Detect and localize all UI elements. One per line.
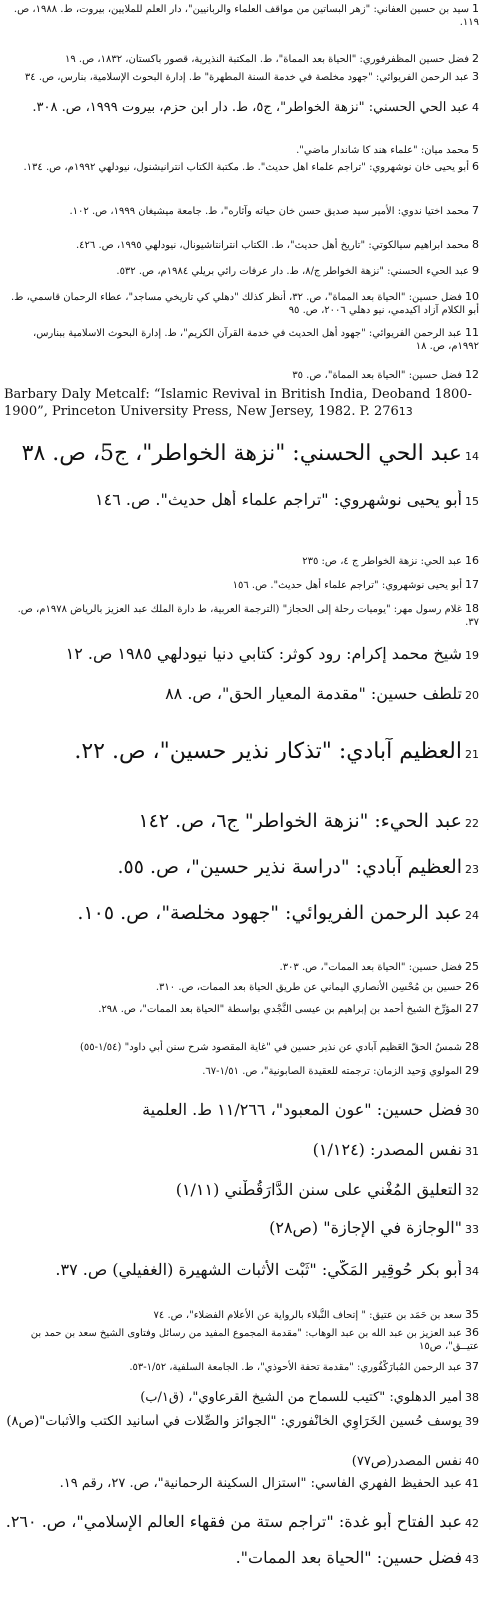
footnote-text: عبد الحيء الحسني: "نزهة الخواطر ج/٨، ط. دار عرفات رائي بريلي ١٩٨٤م، ص. ٥٣٢.: [116, 266, 469, 277]
footnote-text: عبد الرحمن الفريوائي: "جهود مخلصة"، ص. ١٠٥.: [77, 902, 462, 924]
footnote-text: فضل حسين: "الحياة بعد الممات"، ص. ٣٠٣.: [279, 962, 462, 973]
footnote-number: 5: [472, 143, 479, 156]
footnote-number: 32: [465, 1185, 479, 1198]
footnote-9: [4, 264, 479, 279]
footnote-text: "الوجازة في الإجازة" (ص٢٨): [269, 1218, 462, 1237]
footnote-8: [4, 238, 479, 253]
footnote-19: [4, 644, 479, 664]
footnote-17: [4, 578, 479, 593]
footnote-33: [4, 1218, 479, 1238]
footnote-number: 7: [472, 204, 479, 217]
footnote-text: عبد الحي الحسني: "نزهة الخواطر"، ج٥، ط. دار ابن حزم، بيروت ١٩٩٩، ص. ٣٠٨.: [32, 100, 469, 115]
footnote-number: 20: [465, 689, 479, 702]
footnote-text: Barbary Daly Metcalf: “Islamic Revival in British India, Deoband 1800-1900”, Princeton University Press, New Jersey, 1982. P. 276: [4, 387, 472, 420]
footnote-number: 31: [465, 1145, 479, 1158]
footnote-number: 23: [465, 863, 479, 876]
footnote-text: عبد الحي: نزهة الخواطر ج ٤، ص: ٢٣٥: [302, 556, 462, 567]
footnote-number: 28: [465, 1040, 479, 1053]
footnote-24: [4, 902, 479, 926]
footnote-31: [4, 1140, 479, 1160]
footnote-35: [4, 1308, 479, 1323]
footnote-text: المؤرِّخ الشيخ أحمد بن إبراهيم بن عيسى النَّجْدي بواسطة "الحياة بعد الممات"، ص. ٢٩٨.: [98, 1004, 462, 1015]
footnote-13: [4, 386, 479, 421]
footnote-text: محمد ابراهيم سيالكوتي: "تاريخ أهل حديث"، ط. الكتاب انترانتاشيونال، نيودلهي ١٩٩٥، ص. ٤٢٦.: [75, 240, 469, 251]
footnote-text: أبو يحيى نوشهروي: "تراجم علماء أهل حديث". ص. ١٤٦: [95, 490, 462, 509]
footnote-number: 8: [472, 238, 479, 251]
footnote-22: [4, 810, 479, 834]
footnote-11: [4, 326, 479, 353]
footnote-6: [4, 160, 479, 175]
footnote-number: 22: [465, 817, 479, 830]
footnote-text: أبو يحيى نوشهروي: "تراجم علماء أهل حديث". ص. ١٥٦: [232, 580, 462, 591]
footnote-text: سيد بن حسين العفاني: "زهر البساتين من مواقف العلماء والربانيين"، دار العلم للملايين، بيروت، ط. ١٩٨٨، ص. ١١٩.: [13, 4, 479, 28]
footnote-number: 41: [465, 1477, 479, 1490]
footnote-43: [4, 1548, 479, 1568]
footnote-text: التعليق المُغْني على سنن الدَّارَقُطْني (١/١١): [175, 1180, 462, 1199]
footnote-number: 18: [465, 602, 479, 615]
footnote-text: شمسُ الحقّ العَظيم آبادي عن نذير حسين في "غاية المقصود شرح سنن أبي داود" (١/٥٤-٥٥): [80, 1042, 462, 1053]
footnote-number: 42: [465, 1517, 479, 1530]
footnote-text: فضل حسين: "الحياة بعد المماة"، ص. ٣٥: [292, 370, 462, 381]
footnote-10: [4, 290, 479, 317]
footnote-number: 29: [465, 1064, 479, 1077]
footnote-23: [4, 856, 479, 880]
footnote-text: نفس المصدر(ص٧٧): [351, 1454, 462, 1469]
footnote-text: محمد اختيا ندوي: الأمير سيد صديق حسن خان حياته وآثاره"، ط. جامعة ميشيغان ١٩٩٩، ص. ١٠٢.: [69, 206, 469, 217]
footnote-number: 30: [465, 1105, 479, 1118]
footnote-text: أمير الدهلوي: "كتيب للسماح من الشيخ القرعاوي"، (ق١/ب): [140, 1390, 462, 1405]
footnote-1: [4, 2, 479, 29]
footnote-3: [4, 70, 479, 85]
footnote-number: 38: [465, 1391, 479, 1404]
footnote-text: تلطف حسين: "مقدمة المعيار الحق"، ص. ٨٨: [165, 684, 462, 703]
footnote-number: 25: [465, 960, 479, 973]
footnote-5: [4, 143, 479, 158]
footnote-text: غلام رسول مهر: "يوميات رحلة إلى الحجاز" (الترجمة العربية، ط دارة الملك عبد العزيز بالرياض ١٩٧٨م، ص. ٣٧.: [17, 604, 479, 628]
footnote-number: 1: [472, 2, 479, 15]
footnote-number: 3: [472, 70, 479, 83]
footnote-number: 17: [465, 578, 479, 591]
footnote-32: [4, 1180, 479, 1200]
footnote-number: 11: [465, 326, 479, 339]
footnote-text: عبد الفتاح أبو غدة: "تراجم ستة من فقهاء العالم الإسلامي"، ص. ٢٦٠.: [5, 1512, 462, 1531]
footnote-15: [4, 490, 479, 510]
footnote-text: عبد العزيز بن عبد الله بن عبد الوهاب: "مقدمة المجموع المفيد من رسائل وفتاوى الشيخ سعد بن حمد بن عتيــق"، ص١٥: [30, 1328, 479, 1352]
footnote-text: عبد الحي الحسني: "نزهة الخواطر"، ج5، ص. ٣٨: [21, 441, 462, 466]
footnote-4: [4, 100, 479, 116]
footnote-36: [4, 1326, 479, 1353]
footnote-text: عبد الرحمن الفريوائي: "جهود أهل الحديث في خدمة القرآن الكريم"، ط. إدارة البحوث الاسلامية ببنارس، ١٩٩٢م، ص. ١٨: [32, 328, 479, 352]
footnote-number: 19: [465, 649, 479, 662]
footnote-28: [4, 1040, 479, 1055]
footnote-number: 35: [465, 1308, 479, 1321]
footnote-number: 16: [465, 554, 479, 567]
footnote-18: [4, 602, 479, 629]
footnote-text: فضل حسين: "الحياة بعد الممات".: [235, 1548, 462, 1567]
footnote-16: [4, 554, 479, 569]
footnote-number: 26: [465, 980, 479, 993]
footnote-text: أبو بكر حُوقِير المَكّي: "ثَبْت الأثبات الشهيرة (الغفيلي) ص. ٣٧.: [55, 1260, 462, 1279]
footnote-number: 39: [465, 1415, 479, 1428]
footnote-20: [4, 684, 479, 704]
footnote-41: [4, 1476, 479, 1492]
footnote-29: [4, 1064, 479, 1079]
footnote-number: 37: [465, 1360, 479, 1373]
footnote-number: 43: [465, 1553, 479, 1566]
footnote-14: [4, 440, 479, 468]
footnote-40: [4, 1454, 479, 1470]
footnote-number: 34: [465, 1265, 479, 1278]
footnote-number: 15: [465, 495, 479, 508]
footnote-number: 24: [465, 909, 479, 922]
footnote-42: [4, 1512, 479, 1532]
footnote-26: [4, 980, 479, 995]
footnote-12: [4, 368, 479, 383]
footnote-text: العظيم آبادي: "تذكار نذير حسين"، ص. ٢٢.: [74, 739, 462, 764]
footnote-30: [4, 1100, 479, 1120]
footnote-number: 4: [472, 101, 479, 114]
footnote-number: 2: [472, 52, 479, 65]
footnote-text: عبد الرحمن الفريوائي: "جهود مخلصة في خدمة السنة المطهرة" ط. إدارة البحوث الإسلامية، بنارس، ص. ٣٤: [24, 72, 469, 83]
footnote-text: شيخ محمد إكرام: رود كوثر: كتابي دنيا نيودلهي ١٩٨٥ ص. ١٢: [65, 644, 462, 663]
footnote-text: عبد الحفيظ الفهري الفاسي: "استزال السكينة الرحمانية"، ص. ٢٧، رقم ١٩.: [59, 1476, 462, 1491]
footnote-text: محمد ميان: "علماء هند كا شاندار ماضي".: [296, 145, 469, 156]
footnote-number: 27: [465, 1002, 479, 1015]
footnote-number: 36: [465, 1326, 479, 1339]
footnote-number: 33: [465, 1223, 479, 1236]
footnote-2: [4, 52, 479, 67]
footnote-text: سعد بن حَمَد بن عتيق: " إتحاف النُّبلاء بالرواية عن الأعلام الفضلاء"، ص. ٧٤: [153, 1310, 462, 1321]
footnote-text: المولوي وَحيد الزمان: ترجمته للعقيدة الصابونية"، ص. ١/٥١-٦٧.: [202, 1066, 462, 1077]
footnote-25: [4, 960, 479, 975]
footnote-number: 14: [465, 450, 479, 463]
footnote-27: [4, 1002, 479, 1017]
footnote-number: 6: [472, 160, 479, 173]
footnote-text: فضل حسين: "عون المعبود"، ١١/٢٦٦ ط. العلمية: [142, 1100, 462, 1119]
footnote-text: العظيم آبادي: "دراسة نذير حسين"، ص. ٥٥.: [117, 856, 462, 878]
footnote-34: [4, 1260, 479, 1280]
footnote-text: أبو يحيى خان نوشهروي: "تراجم علماء اهل حديث". ط. مكتبة الكتاب انترانيشنول، نيودلهي ١٩٩٢م، ص. ١٣٤.: [23, 162, 469, 173]
footnote-number: 12: [465, 368, 479, 381]
footnote-number: 40: [465, 1455, 479, 1468]
footnote-39: [4, 1414, 479, 1430]
footnote-text: نفس المصدر: (١/١٢٤): [312, 1140, 462, 1159]
footnote-21: [4, 738, 479, 766]
footnote-number: 21: [465, 748, 479, 761]
footnote-number: 10: [465, 290, 479, 303]
footnote-38: [4, 1390, 479, 1406]
footnote-number: 9: [472, 264, 479, 277]
footnote-text: عبد الرحمن المُبارَكْفُوري: "مقدمة تحفة الأحوذي"، ط. الجامعة السلفية، ١/٥٢-٥٣.: [129, 1362, 462, 1373]
footnote-7: [4, 204, 479, 219]
footnote-text: فضل حسين المظفرفوري: "الحياة بعد المماة"، ط. المكتبة النذيرية، قصور باكستان، ١٨٣٢، ص. ١٩: [64, 54, 469, 65]
footnote-text: فضل حسين: "الحياة بعد المماة"، ص. ٣٢، أنظر كذلك "دهلي كي تاريخي مساجد"، عطاء الرحمان قاسمي، ط. أبو الكلام آزاد اكيدمي، نيو دهلي ٢٠٠٦، ص. ٩٥: [10, 292, 479, 316]
footnote-number: 13: [398, 405, 413, 419]
footnote-text: عبد الحيء: "نزهة الخواطر" ج٦، ص. ١٤٢: [138, 810, 462, 832]
footnote-text: حسين بن مُحْسِن الأنصاري اليماني عن طريق الحياة بعد الممات، ص. ٣١٠.: [155, 982, 462, 993]
footnote-37: [4, 1360, 479, 1375]
footnote-text: يوسف حُسين الخَرَاوِي الخانْفوري: "الجوائز والصِّلات في أسانيد الكتب والأثبات"(ص٨): [6, 1414, 462, 1429]
